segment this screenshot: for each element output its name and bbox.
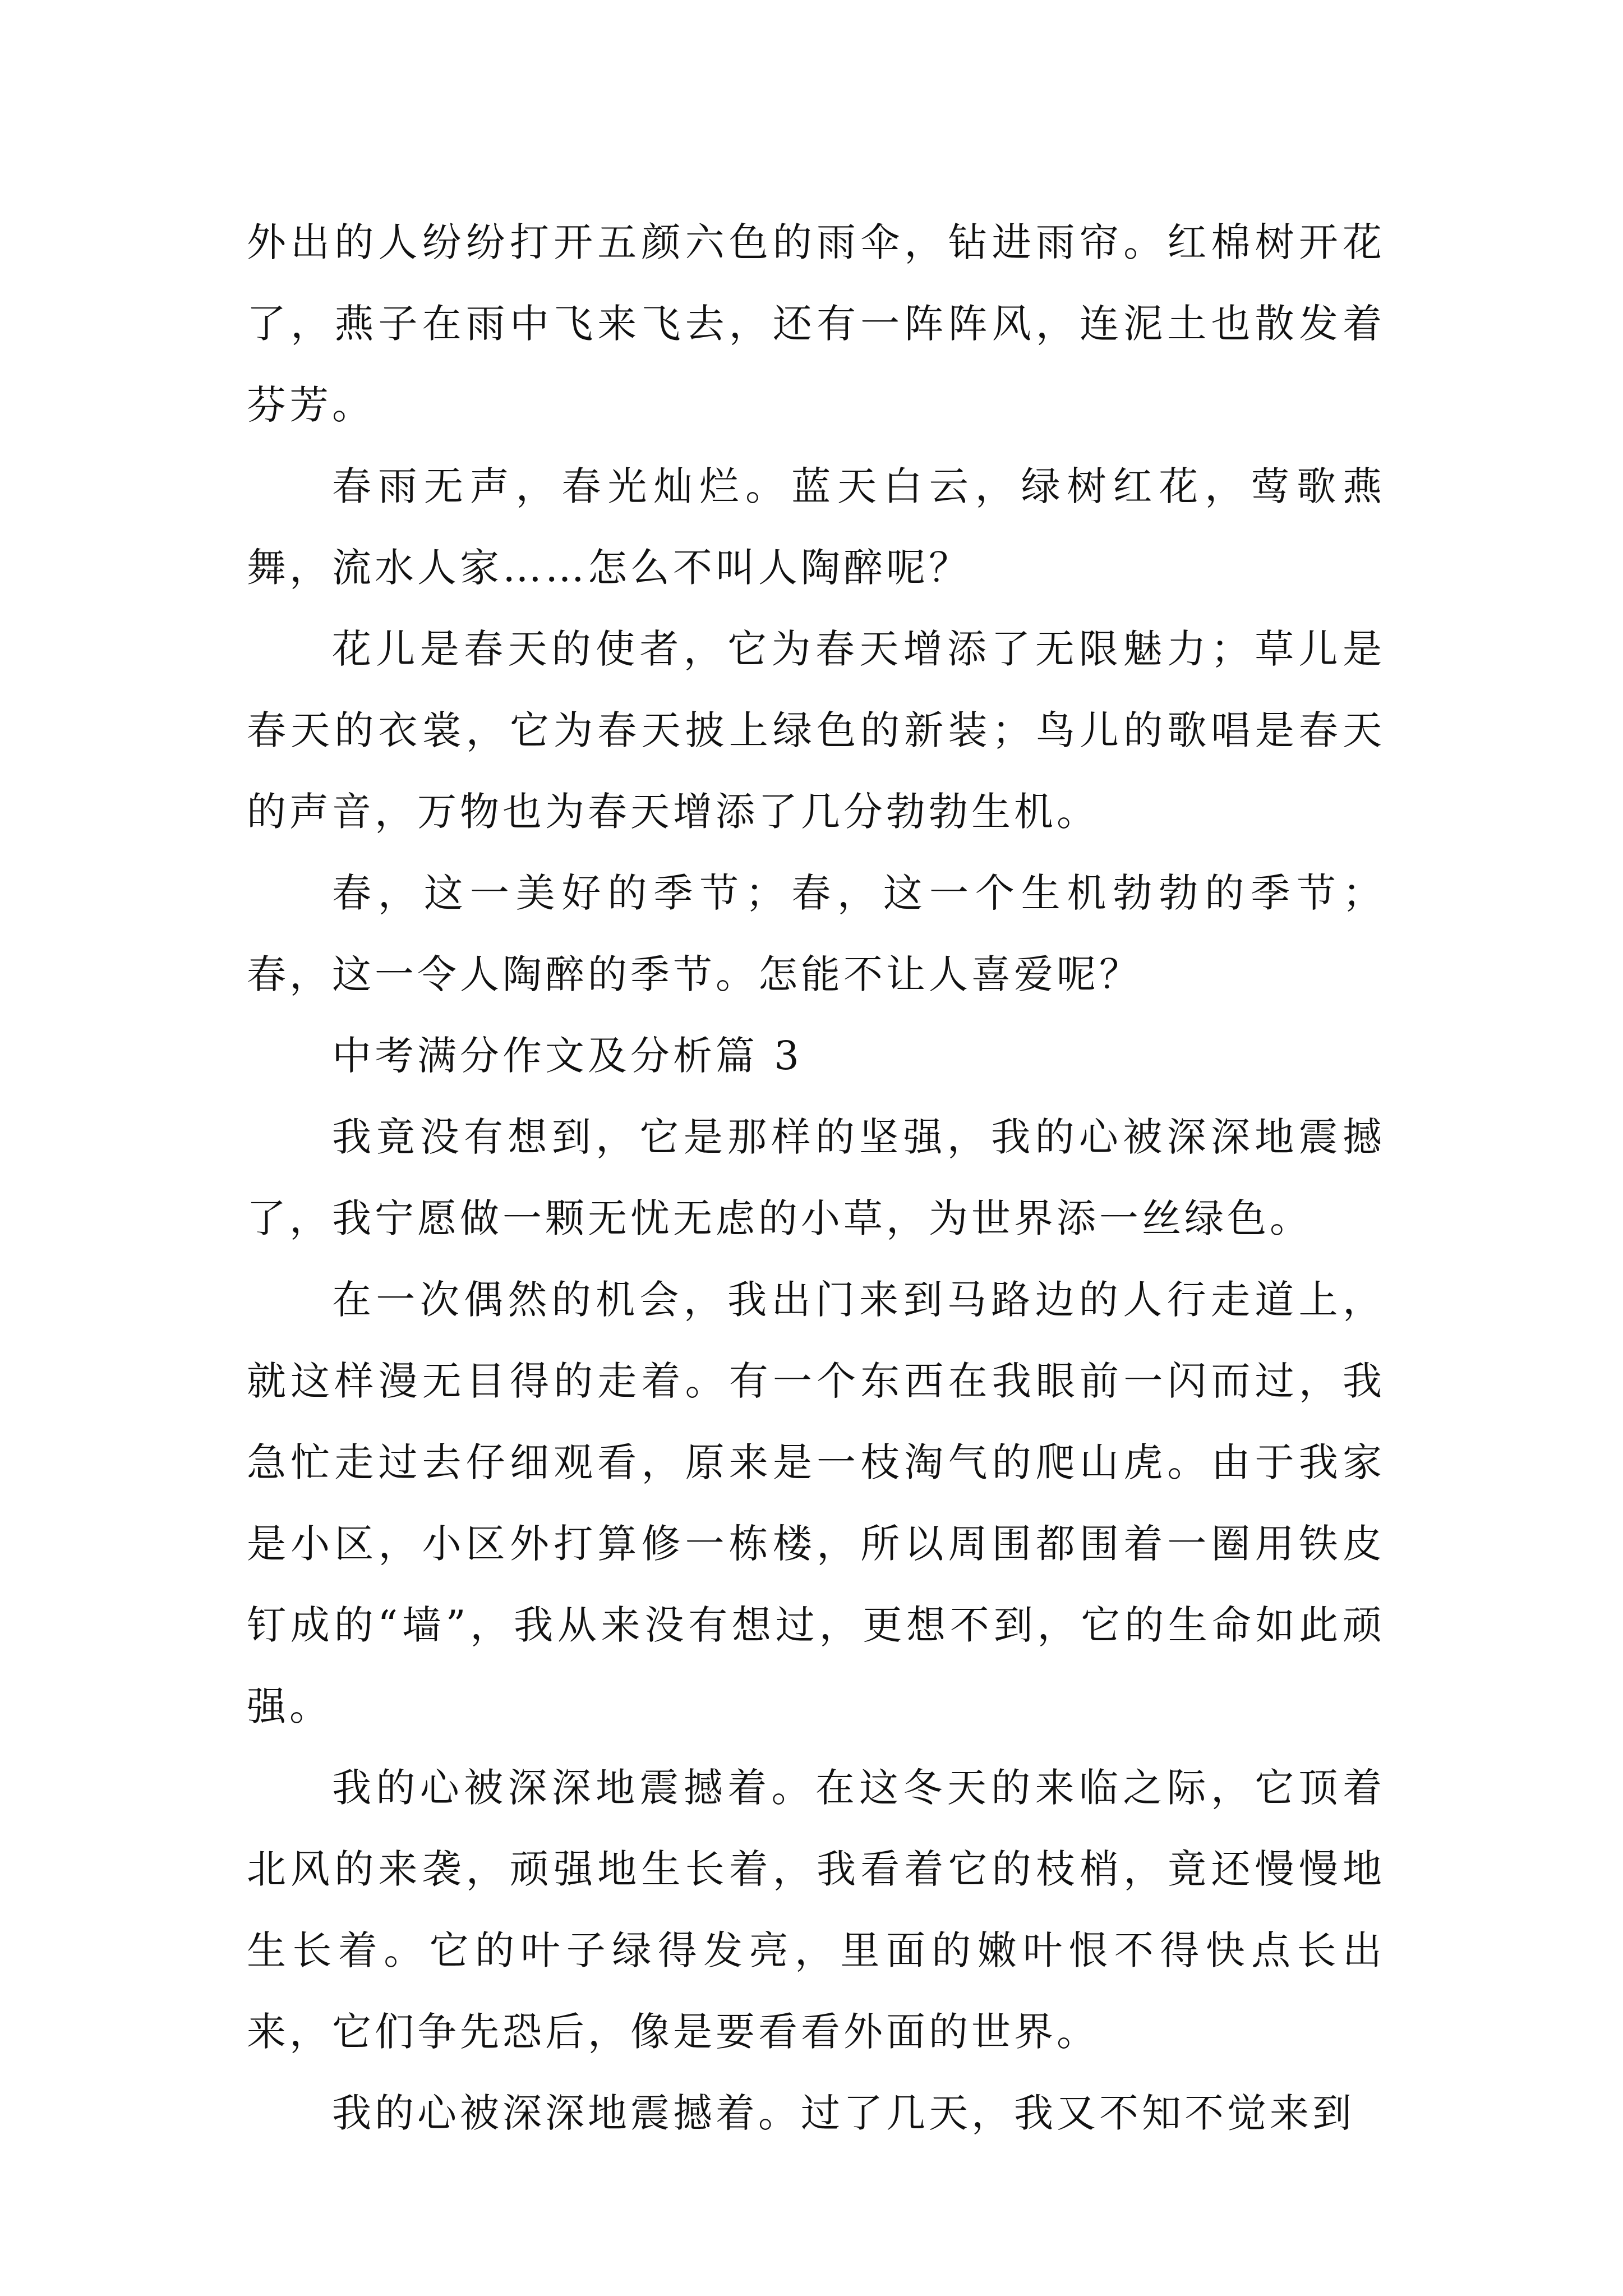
paragraph-truncated: 我的心被深深地震撼着。过了几天，我又不知不觉来到: [332, 2090, 1355, 2136]
paragraph: 我的心被深深地震撼着。在这冬天的来临之际，它顶着北风的来袭，顽强地生长着，我看着它的枝梢，竟还慢慢地生长着。它的叶子绿得发亮，里面的嫩叶恨不得快点长出来，它们争先恐后，像是要看看外面的世界。: [247, 1765, 1385, 2055]
paragraph: 春，这一美好的季节；春，这一个生机勃勃的季节；春，这一令人陶醉的季节。怎能不让人喜爱呢？: [247, 870, 1385, 997]
document-body: [247, 202, 1385, 2154]
paragraph: 春雨无声，春光灿烂。蓝天白云，绿树红花，莺歌燕舞，流水人家……怎么不叫人陶醉呢？: [247, 463, 1385, 591]
section-heading: 中考满分作文及分析篇 3: [332, 1033, 803, 1079]
paragraph: 花儿是春天的使者，它为春天增添了无限魅力；草儿是春天的衣裳，它为春天披上绿色的新装；鸟儿的歌唱是春天的声音，万物也为春天增添了几分勃勃生机。: [247, 626, 1385, 835]
paragraph: 在一次偶然的机会，我出门来到马路边的人行走道上，就这样漫无目得的走着。有一个东西在我眼前一闪而过，我急忙走过去仔细观看，原来是一枝淘气的爬山虎。由于我家是小区，小区外打算修一栋楼，所以周围都围着一圈用铁皮钉成的“墙”，我从来没有想过，更想不到，它的生命如此顽强。: [247, 1277, 1385, 1729]
paragraph-continued: 外出的人纷纷打开五颜六色的雨伞，钻进雨帘。红棉树开花了，燕子在雨中飞来飞去，还有一阵阵风，连泥土也散发着芬芳。: [247, 219, 1385, 428]
paragraph: 我竟没有想到，它是那样的坚强，我的心被深深地震撼了，我宁愿做一颗无忧无虑的小草，为世界添一丝绿色。: [247, 1114, 1385, 1241]
